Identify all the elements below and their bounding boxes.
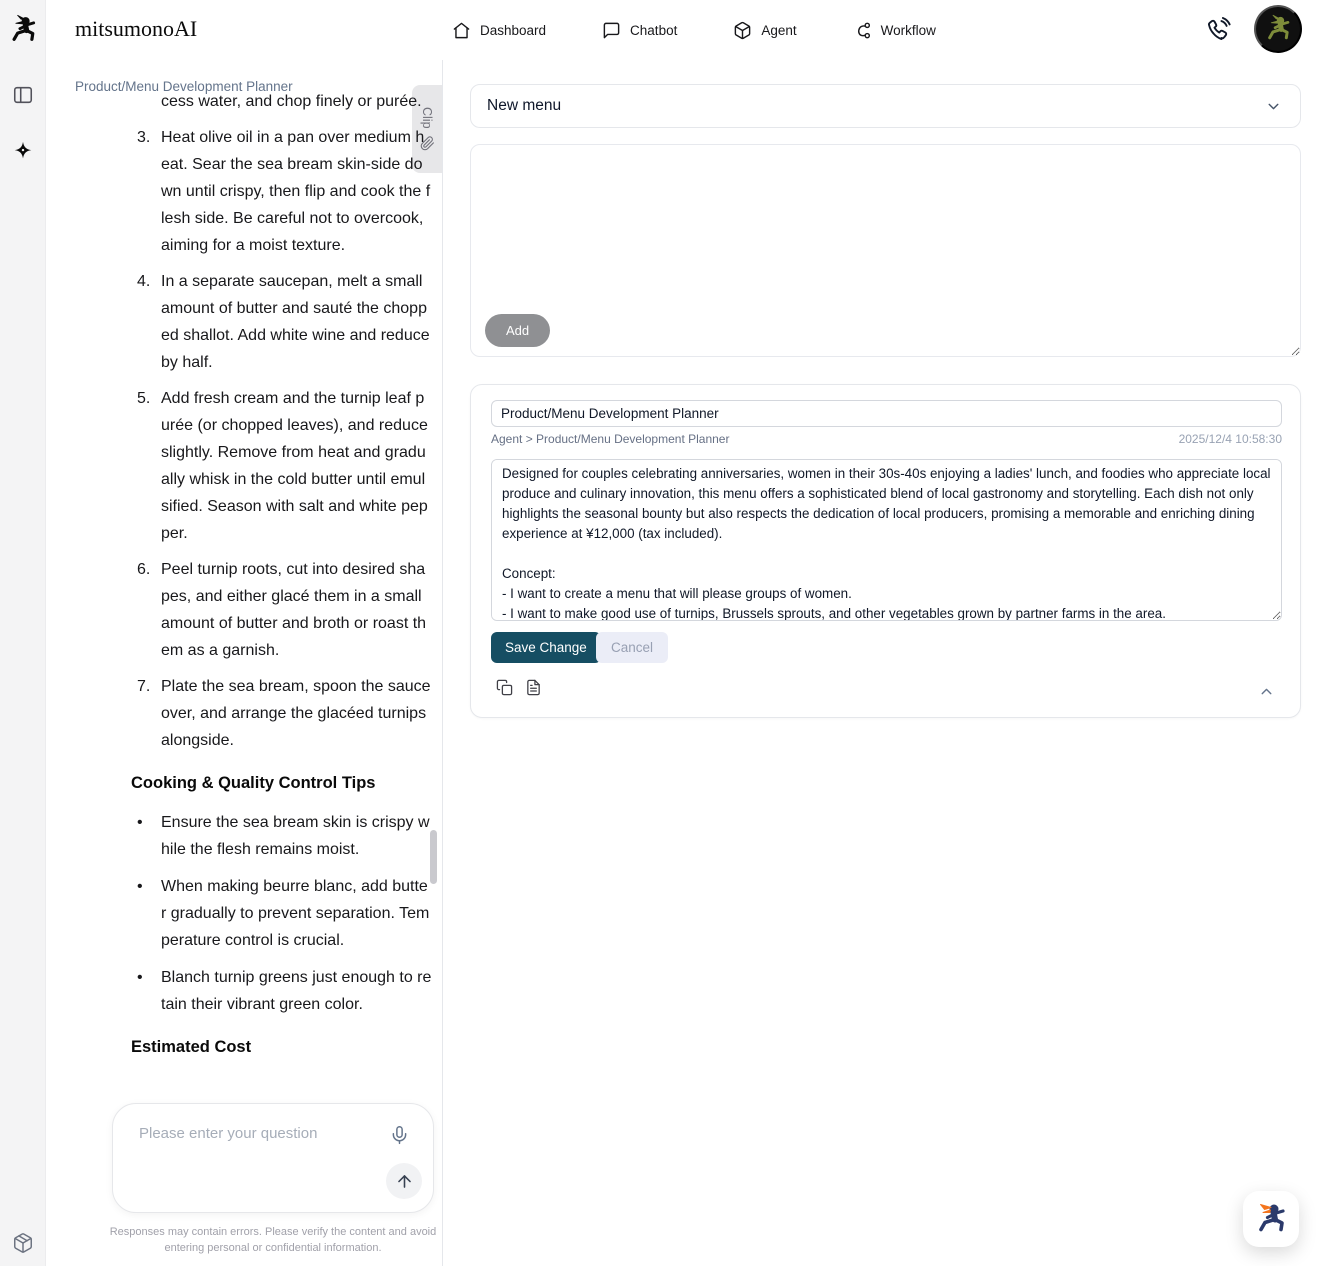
sparkle-icon[interactable] bbox=[12, 140, 34, 162]
menu-select[interactable] bbox=[470, 84, 1301, 128]
doc-step: 3. Heat olive oil in a pan over medium heat. Sear the sea bream skin-side down until crispy, then flip and cook the flesh side. Be careful not to overcook, aiming for a moist texture. bbox=[137, 129, 431, 254]
question-input-box bbox=[112, 1103, 434, 1213]
doc-step: 4. In a separate saucepan, melt a small amount of butter and sauté the chopped shallot. Add white wine and reduce by half. bbox=[137, 273, 430, 371]
bullet-marker bbox=[137, 809, 161, 863]
bullet-marker bbox=[137, 964, 161, 1018]
nav-agent[interactable]: Agent bbox=[733, 21, 796, 40]
main-panel bbox=[443, 60, 1319, 1266]
planner-title-input[interactable] bbox=[491, 400, 1282, 427]
brand-ninja-logo[interactable] bbox=[7, 13, 39, 47]
doc-step: 5. Add fresh cream and the turnip leaf purée (or chopped leaves), and reduce slightly. Remove from heat and gradually whisk in the cold butter until emulsified. Season with salt and white pepper. bbox=[137, 390, 428, 542]
add-button[interactable]: Add bbox=[485, 314, 550, 347]
doc-partial-line: cess water, and chop finely or purée. bbox=[161, 93, 422, 110]
planner-meta bbox=[491, 432, 1282, 446]
chat-panel-title: Product/Menu Development Planner bbox=[75, 79, 293, 94]
cost-heading: Estimated Cost bbox=[131, 1038, 252, 1056]
top-header bbox=[46, 0, 1319, 60]
codesandbox-icon[interactable] bbox=[12, 1232, 34, 1254]
user-avatar[interactable] bbox=[1254, 5, 1302, 53]
brand-name: mitsumonoAI bbox=[75, 16, 198, 41]
nav-dashboard[interactable]: Dashboard bbox=[452, 21, 546, 40]
home-icon bbox=[452, 21, 471, 40]
save-change-button[interactable]: Save Change bbox=[491, 632, 601, 663]
tip-item: • Ensure the sea bream skin is crispy while the flesh remains moist. bbox=[131, 809, 435, 863]
share-nodes-icon bbox=[853, 21, 872, 40]
arrow-up-icon bbox=[395, 1172, 414, 1191]
send-button[interactable] bbox=[386, 1163, 422, 1199]
tip-item: • When making beurre blanc, add butter gradually to prevent separation. Temperature control is crucial. bbox=[131, 873, 435, 954]
file-text-icon[interactable] bbox=[525, 678, 543, 696]
planner-description-textarea[interactable] bbox=[491, 459, 1282, 621]
tips-heading: Cooking & Quality Control Tips bbox=[131, 774, 376, 792]
microphone-icon[interactable] bbox=[389, 1123, 411, 1147]
breadcrumb: Agent > Product/Menu Development Planner bbox=[491, 432, 730, 446]
chevron-down-icon bbox=[1265, 98, 1282, 115]
chat-panel bbox=[46, 60, 443, 1266]
menu-add-area bbox=[470, 144, 1301, 357]
tip-item: • Blanch turnip greens just enough to retain their vibrant green color. bbox=[131, 964, 435, 1018]
nav-chatbot[interactable]: Chatbot bbox=[602, 21, 677, 40]
timestamp: 2025/12/4 10:58:30 bbox=[1178, 432, 1282, 446]
nav-workflow[interactable]: Workflow bbox=[853, 21, 936, 40]
doc-step: 6. Peel turnip roots, cut into desired shapes, and either glacé them in a small amount of butter and broth or roast them as a garnish. bbox=[137, 561, 427, 659]
menu-select-value: New menu bbox=[487, 97, 562, 114]
planner-card bbox=[470, 384, 1301, 718]
cancel-button[interactable]: Cancel bbox=[596, 632, 668, 663]
doc-step: 7. Plate the sea bream, spoon the sauce over, and arrange the glacéed turnips alongside. bbox=[137, 678, 431, 749]
chevron-up-icon[interactable] bbox=[1258, 682, 1276, 700]
assistant-message bbox=[131, 88, 435, 1096]
copy-icon[interactable] bbox=[496, 678, 514, 696]
menu-add-textarea[interactable] bbox=[470, 144, 1301, 357]
question-input[interactable] bbox=[113, 1104, 433, 1166]
scrollbar-thumb[interactable] bbox=[430, 830, 437, 884]
disclaimer-text: Responses may contain errors. Please verify the content and avoid entering personal or confidential information. bbox=[109, 1226, 437, 1254]
sidebar-toggle-icon[interactable] bbox=[12, 84, 34, 106]
main-nav bbox=[452, 0, 936, 60]
clip-tab-label: Clip bbox=[420, 107, 434, 129]
ninja-mascot-icon bbox=[1253, 1201, 1289, 1237]
voice-call-icon[interactable] bbox=[1204, 15, 1232, 43]
mascot-chat-button[interactable] bbox=[1243, 1191, 1299, 1247]
chat-bubble-icon bbox=[602, 21, 621, 40]
icon-rail bbox=[0, 0, 46, 1266]
cube-icon bbox=[733, 21, 752, 40]
bullet-marker bbox=[137, 873, 161, 954]
